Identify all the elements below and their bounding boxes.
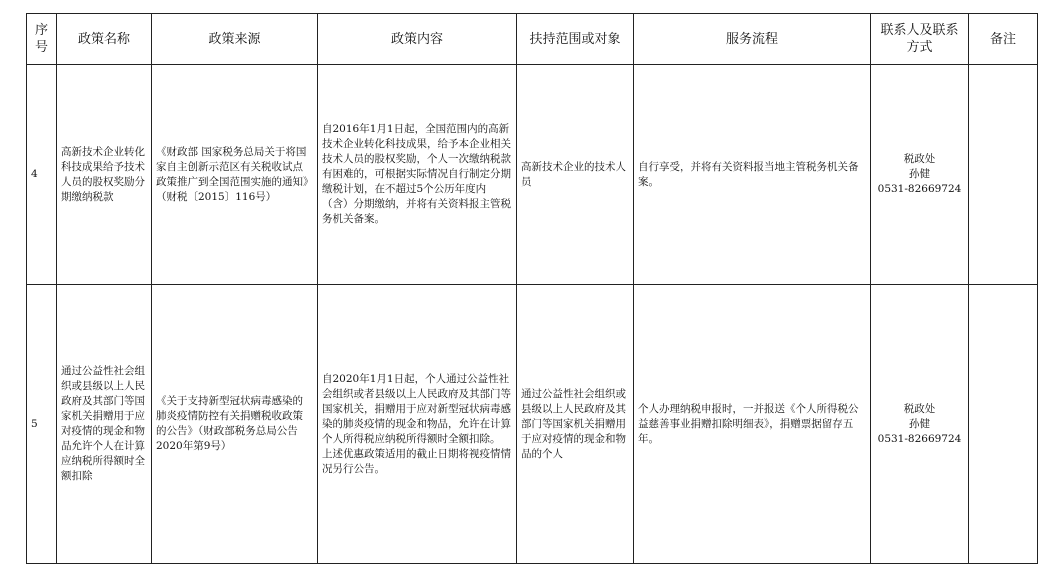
- support-scope: 高新技术企业的技术人员: [517, 65, 634, 285]
- contact-phone: 0531-82669724: [877, 432, 962, 445]
- table-row: [27, 285, 1038, 564]
- row-num: 5: [27, 285, 57, 564]
- header-source: 政策来源: [152, 14, 318, 65]
- contact-dept: 税政处: [903, 153, 936, 165]
- row-num: 4: [27, 65, 57, 285]
- service-process: 个人办理纳税申报时，一并报送《个人所得税公益慈善事业捐赠扣除明细表》，捐赠票据留存五年。: [634, 285, 871, 564]
- contact-person: 孙健: [909, 168, 930, 180]
- remark-cell: [969, 285, 1038, 564]
- remark-cell: [969, 65, 1038, 285]
- policy-source: 《财政部 国家税务总局关于将国家自主创新示范区有关税收试点政策推广到全国范围实施的通知》（财税〔2015〕116号）: [152, 65, 318, 285]
- policy-table: [26, 13, 1038, 564]
- header-content: 政策内容: [318, 14, 517, 65]
- policy-source: 《关于支持新型冠状病毒感染的肺炎疫情防控有关捐赠税收政策的公告》（财政部税务总局公告2020年第9号）: [152, 285, 318, 564]
- policy-content: [318, 285, 517, 564]
- policy-content: 自2016年1月1日起，全国范围内的高新技术企业转化科技成果，给予本企业相关技术人员的股权奖励，个人一次缴纳税款有困难的，可根据实际情况自行制定分期缴税计划，在不超过5个公历年度内（含）分期缴纳，并将有关资料报主管税务机关备案。: [318, 65, 517, 285]
- policy-name: 通过公益性社会组织或县级以上人民政府及其部门等国家机关捐赠用于应对疫情的现金和物品允许个人在计算应纳税所得额时全额扣除: [57, 285, 152, 564]
- policy-content-paragraph: 上述优惠政策适用的截止日期将视疫情情况另行公告。: [322, 447, 511, 475]
- policy-content-paragraph: 自2020年1月1日起，个人通过公益性社会组织或者县级以上人民政府及其部门等国家机关，捐赠用于应对新型冠状病毒感染的肺炎疫情的现金和物品，允许在计算个人所得税应纳税所得额时全额扣除。: [322, 372, 511, 445]
- header-num: 序号: [27, 14, 57, 65]
- policy-name: 高新技术企业转化科技成果给予技术人员的股权奖励分期缴纳税款: [57, 65, 152, 285]
- contact-cell: [871, 285, 969, 564]
- contact-dept: 税政处: [903, 402, 936, 415]
- header-contact: 联系人及联系方式: [871, 14, 969, 65]
- contact-cell: [871, 65, 969, 285]
- header-name: 政策名称: [57, 14, 152, 65]
- header-remark: 备注: [969, 14, 1038, 65]
- header-process: 服务流程: [634, 14, 871, 65]
- contact-person: 孙健: [909, 417, 930, 430]
- contact-phone: 0531-82669724: [877, 183, 962, 195]
- header-scope: 扶持范围或对象: [517, 14, 634, 65]
- table-row: [27, 65, 1038, 285]
- support-scope: 通过公益性社会组织或县级以上人民政府及其部门等国家机关捐赠用于应对疫情的现金和物品的个人: [517, 285, 634, 564]
- table-header-row: [27, 14, 1038, 65]
- service-process: 自行享受，并将有关资料报当地主管税务机关备案。: [634, 65, 871, 285]
